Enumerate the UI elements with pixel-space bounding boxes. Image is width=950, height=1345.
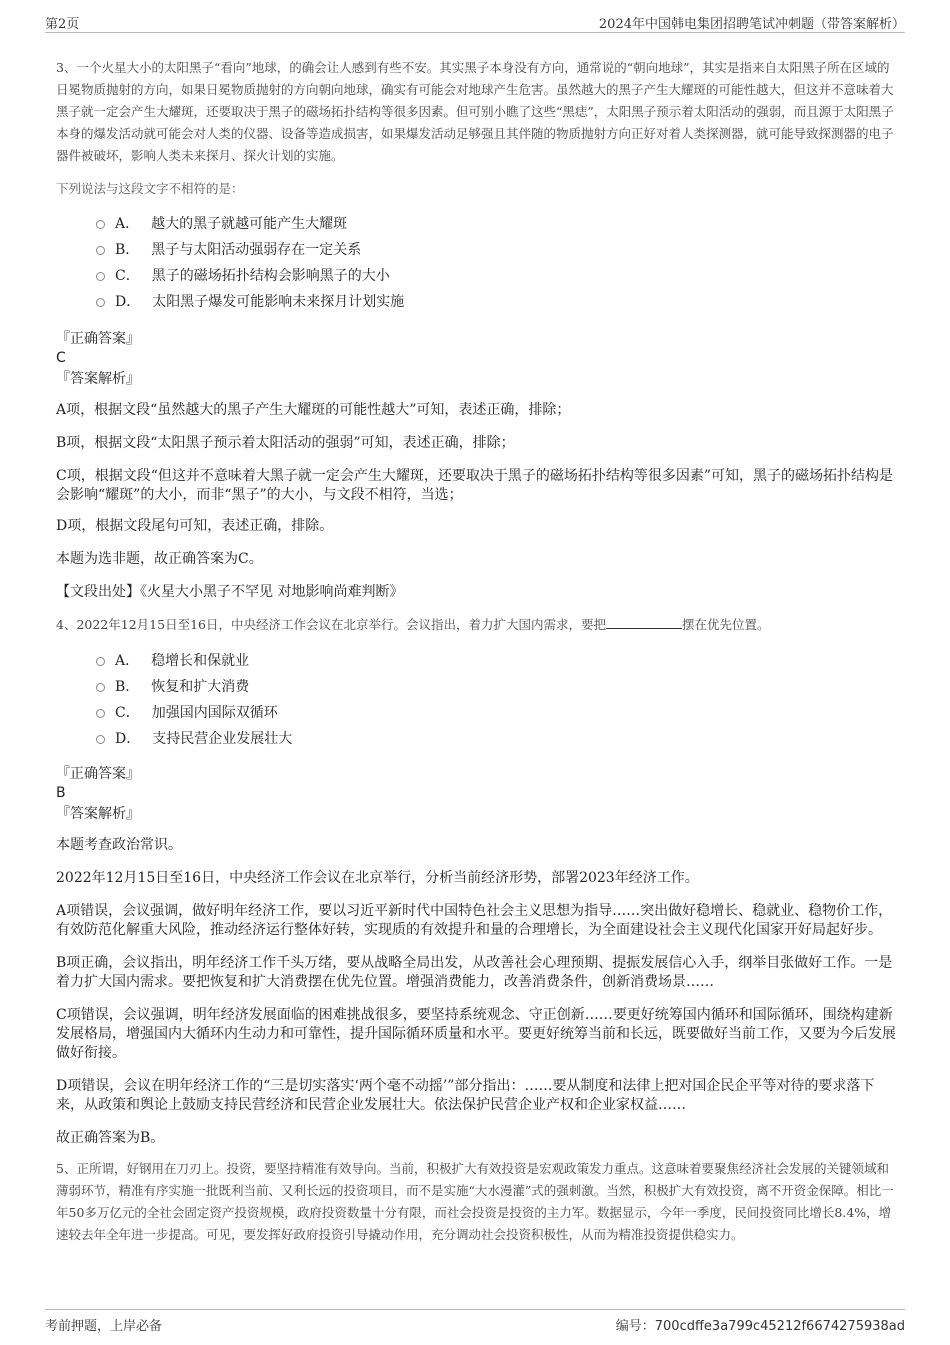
page-footer bbox=[45, 1309, 905, 1334]
option-d[interactable]: D． 支持民营企业发展壮大 bbox=[96, 726, 898, 752]
document-code bbox=[616, 1315, 905, 1334]
option-text: 黑子的磁场拓扑结构会影响黑子的大小 bbox=[151, 268, 390, 284]
correct-answer-label: 『正确答案』 bbox=[56, 331, 140, 347]
page-content bbox=[56, 57, 898, 1246]
question-3-prompt: 下列说法与这段文字不相符的是： bbox=[56, 181, 244, 196]
question-4 bbox=[56, 614, 898, 1148]
analysis-line: B项正确，会议指出，明年经济工作千头万绪，要从战略全局出发，从改善社会心理预期、提振发展信心入手，纲举目张做好工作。一是着力扩大国内需求。要把恢复和扩大消费摆在优先位置。增强消费能力，改善消费条件，创新消费场景…… bbox=[56, 955, 893, 990]
analysis-line: 2022年12月15日至16日，中央经济工作会议在北京举行，分析当前经济形势，部署2023年经济工作。 bbox=[56, 870, 699, 886]
radio-icon[interactable] bbox=[96, 735, 105, 744]
analysis-line: 本题为选非题，故正确答案为C。 bbox=[56, 551, 263, 567]
analysis-line: D项错误，会议在明年经济工作的“三是切实落实‘两个毫不动摇’”部分指出：……要从制度和法律上把对国企民企平等对待的要求落下来，从政策和舆论上鼓励支持民营经济和民营企业发展壮大。依法保护民营企业产权和企业家权益…… bbox=[56, 1078, 875, 1113]
radio-icon[interactable] bbox=[96, 298, 105, 307]
analysis-line: B项，根据文段“太阳黑子预示着太阳活动的强弱”可知，表述正确，排除； bbox=[56, 435, 515, 451]
option-b[interactable]: B． 黑子与太阳活动强弱存在一定关系 bbox=[96, 237, 898, 263]
question-3-text: 3、一个火星大小的太阳黑子“看向”地球，的确会让人感到有些不安。其实黑子本身没有方向，通常说的“朝向地球”，其实是指来自太阳黑子所在区域的日冕物质抛射的方向，如果日冕物质抛射的方向朝向地球，确实有可能会对地球产生危害。虽然越大的黑子产生大耀斑的可能性越大，但这并不意味着大黑子就一定会产生大耀斑，还要取决于黑子的磁场拓扑结构等很多因素。但可别小瞧了这些“黑痣”，太阳黑子预示着太阳活动的强弱，而且源于太阳黑子本身的爆发活动就可能会对人类的仪器、设备等造成损害，如果爆发活动足够强且其伴随的物质抛射方向正好对着人类探测器，就可能导致探测器的电子器件被破坏，影响人类未来探月、探火计划的实施。 bbox=[56, 60, 894, 163]
radio-icon[interactable] bbox=[96, 709, 105, 718]
option-text: 黑子与太阳活动强弱存在一定关系 bbox=[151, 242, 362, 258]
fill-in-blank bbox=[606, 616, 682, 629]
document-title: 2024年中国韩电集团招聘笔试冲刺题（带答案解析） bbox=[598, 17, 905, 32]
code-value: 700cdffe3a799c45212f6674275938ad bbox=[654, 1319, 905, 1334]
question-4-options bbox=[96, 648, 898, 752]
radio-icon[interactable] bbox=[96, 220, 105, 229]
page-number-label: 第2页 bbox=[45, 17, 80, 32]
analysis-label: 『答案解析』 bbox=[56, 371, 140, 387]
analysis-line: C项错误，会议强调，明年经济发展面临的困难挑战很多，要坚持系统观念、守正创新……要更好统筹国内循环和国际循环，围绕构建新发展格局，增强国内大循环内生动力和可靠性，提升国际循环质量和水平。要更好统筹当前和长远，既要做好当前工作，又要为今后发展做好衔接。 bbox=[56, 1007, 896, 1061]
question-5-text: 5、正所谓，好钢用在刀刃上。投资，要坚持精准有效导向。当前，积极扩大有效投资是宏观政策发力重点。这意味着要聚焦经济社会发展的关键领域和薄弱环节，精准有序实施一批既利当前、又利长远的投资项目，而不是实施“大水漫灌”式的强刺激。当然，积极扩大有效投资，离不开资金保障。相比一年50多万亿元的全社会固定资产投资规模，政府投资数量十分有限，而社会投资是投资的主力军。数据显示，今年一季度，民间投资同比增长8.4%，增速较去年全年进一步提高。可见，要发挥好政府投资引导撬动作用，充分调动社会投资积极性，从而为精准投资提供稳实力。 bbox=[56, 1161, 894, 1242]
footer-slogan: 考前押题，上岸必备 bbox=[45, 1319, 163, 1334]
option-a[interactable]: A． 越大的黑子就越可能产生大耀斑 bbox=[96, 211, 898, 237]
analysis-line: 故正确答案为B。 bbox=[56, 1130, 165, 1146]
page-header bbox=[45, 10, 905, 33]
radio-icon[interactable] bbox=[96, 657, 105, 666]
correct-answer: B bbox=[56, 785, 66, 801]
option-a[interactable]: A． 稳增长和保就业 bbox=[96, 648, 898, 674]
radio-icon[interactable] bbox=[96, 272, 105, 281]
question-4-text: 4、2022年12月15日至16日，中央经济工作会议在北京举行。会议指出，着力扩大国内需求，要把 摆在优先位置。 bbox=[56, 617, 770, 632]
option-c[interactable]: C． 黑子的磁场拓扑结构会影响黑子的大小 bbox=[96, 263, 898, 289]
option-text: 支持民营企业发展壮大 bbox=[152, 731, 293, 747]
option-text: 恢复和扩大消费 bbox=[151, 679, 250, 695]
analysis-label: 『答案解析』 bbox=[56, 806, 140, 822]
question-3 bbox=[56, 57, 898, 602]
radio-icon[interactable] bbox=[96, 246, 105, 255]
question-5 bbox=[56, 1158, 898, 1246]
source-citation: 【文段出处】《火星大小黑子不罕见 对地影响尚难判断》 bbox=[56, 584, 404, 600]
option-c[interactable]: C． 加强国内国际双循环 bbox=[96, 700, 898, 726]
option-text: 越大的黑子就越可能产生大耀斑 bbox=[151, 216, 348, 232]
analysis-line: C项，根据文段“但这并不意味着大黑子就一定会产生大耀斑，还要取决于黑子的磁场拓扑结构等很多因素”可知，黑子的磁场拓扑结构是会影响“耀斑”的大小，而非“黑子”的大小，与文段不相符，当选； bbox=[56, 468, 894, 503]
analysis-line: A项错误，会议强调，做好明年经济工作，要以习近平新时代中国特色社会主义思想为指导……突出做好稳增长、稳就业、稳物价工作，有效防范化解重大风险，推动经济运行整体好转，实现质的有效提升和量的合理增长，为全面建设社会主义现代化国家开好局起好步。 bbox=[56, 903, 893, 938]
analysis-line: 本题考查政治常识。 bbox=[56, 837, 182, 853]
question-3-options bbox=[96, 211, 898, 315]
analysis-line: A项，根据文段“虽然越大的黑子产生大耀斑的可能性越大”可知，表述正确，排除； bbox=[56, 402, 571, 418]
option-b[interactable]: B． 恢复和扩大消费 bbox=[96, 674, 898, 700]
correct-answer: C bbox=[56, 350, 66, 366]
option-text: 加强国内国际双循环 bbox=[151, 705, 278, 721]
code-label: 编号： bbox=[615, 1319, 655, 1334]
radio-icon[interactable] bbox=[96, 683, 105, 692]
option-text: 稳增长和保就业 bbox=[151, 653, 250, 669]
option-text: 太阳黑子爆发可能影响未来探月计划实施 bbox=[152, 294, 405, 310]
correct-answer-label: 『正确答案』 bbox=[56, 766, 140, 782]
option-d[interactable]: D． 太阳黑子爆发可能影响未来探月计划实施 bbox=[96, 289, 898, 315]
analysis-line: D项，根据文段尾句可知，表述正确，排除。 bbox=[56, 518, 334, 534]
